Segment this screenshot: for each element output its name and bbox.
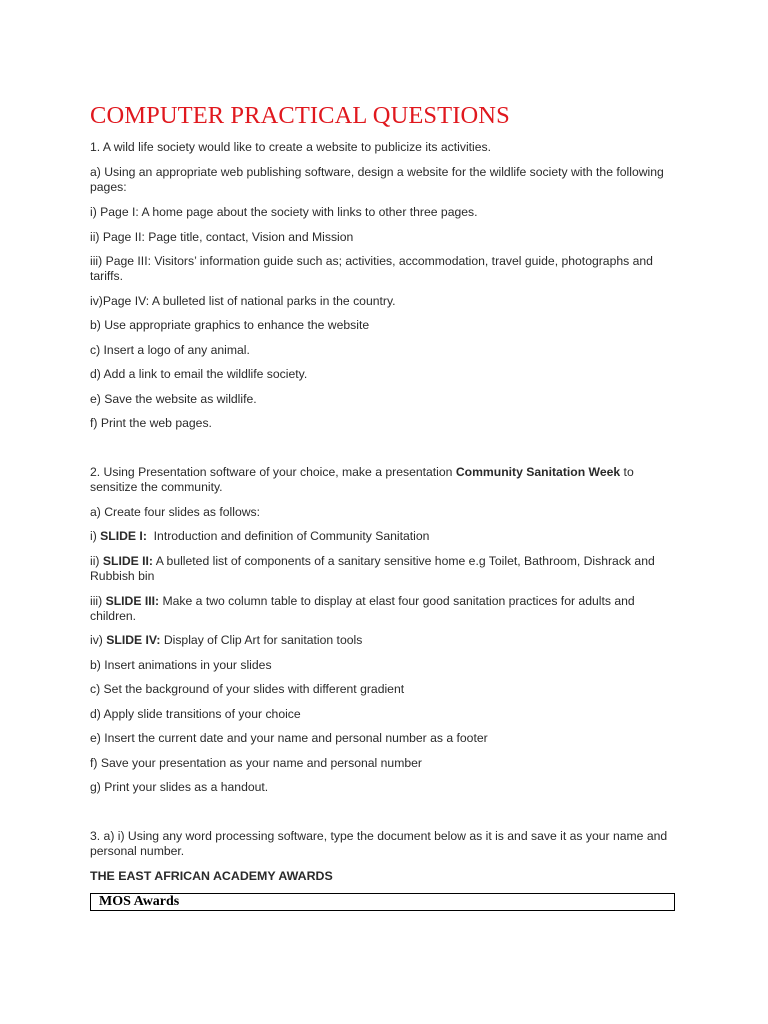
q2-slide-1-text: Introduction and definition of Community Sanitation <box>146 529 430 543</box>
q1-page-i: i) Page I: A home page about the society with links to other three pages. <box>90 205 478 219</box>
q1-part-a: a) Using an appropriate web publishing software, design a website for the wildlife society with the following pages: <box>90 165 664 194</box>
q2-slide-4-text: Display of Clip Art for sanitation tools <box>160 633 363 647</box>
mos-awards-table <box>90 893 675 911</box>
q2-part-g: g) Print your slides as a handout. <box>90 780 269 794</box>
q2-part-f: f) Save your presentation as your name and personal number <box>90 756 422 770</box>
q1-part-b: b) Use appropriate graphics to enhance the website <box>90 318 370 332</box>
q2-slide-3-label: SLIDE III: <box>105 594 160 608</box>
q2-intro <box>90 465 678 494</box>
q1-page-iii: iii) Page III: Visitors’ information guide such as; activities, accommodation, travel guide, photographs and tariffs. <box>90 254 653 283</box>
q2-slide-2 <box>90 554 678 583</box>
q2-slide-4-prefix: iv) <box>90 633 107 647</box>
q1-page-iv: iv)Page IV: A bulleted list of national parks in the country. <box>90 294 396 308</box>
q2-part-d: d) Apply slide transitions of your choice <box>90 707 301 721</box>
q2-slide-1 <box>90 529 678 544</box>
q2-slide-2-label: SLIDE II: <box>102 554 153 568</box>
q1-part-e: e) Save the website as wildlife. <box>90 392 257 406</box>
q2-part-b: b) Insert animations in your slides <box>90 658 272 672</box>
q3-document-heading: THE EAST AFRICAN ACADEMY AWARDS <box>90 869 333 883</box>
q2-slide-2-text: A bulleted list of components of a sanitary sensitive home e.g Toilet, Bathroom, Dishrack and Rubbish bin <box>90 554 655 583</box>
q2-slide-1-prefix: i) <box>90 529 101 543</box>
q2-intro-start: 2. Using Presentation software of your choice, make a presentation <box>90 465 456 479</box>
q1-part-d: d) Add a link to email the wildlife society. <box>90 367 308 381</box>
q2-intro-topic: Community Sanitation Week <box>455 465 621 479</box>
page-title: COMPUTER PRACTICAL QUESTIONS <box>90 102 510 129</box>
q2-part-a: a) Create four slides as follows: <box>90 505 261 519</box>
q2-slide-4 <box>90 633 678 648</box>
mos-awards-cell: MOS Awards <box>99 894 180 909</box>
q1-page-ii: ii) Page II: Page title, contact, Vision and Mission <box>90 230 354 244</box>
q2-intro-end: to sensitize the community. <box>90 465 634 494</box>
q2-slide-4-label: SLIDE IV: <box>106 633 161 647</box>
q1-intro: 1. A wild life society would like to create a website to publicize its activities. <box>90 140 492 154</box>
q2-part-c: c) Set the background of your slides with different gradient <box>90 682 405 696</box>
q2-slide-3-text: Make a two column table to display at elast four good sanitation practices for adults and children. <box>90 594 635 623</box>
q2-part-e: e) Insert the current date and your name and personal number as a footer <box>90 731 488 745</box>
q1-part-c: c) Insert a logo of any animal. <box>90 343 250 357</box>
q2-slide-1-label: SLIDE I: <box>100 529 147 543</box>
q2-slide-3-prefix: iii) <box>90 594 106 608</box>
q1-part-f: f) Print the web pages. <box>90 416 212 430</box>
q2-slide-3 <box>90 594 678 623</box>
q2-slide-2-prefix: ii) <box>90 554 103 568</box>
q3-intro: 3. a) i) Using any word processing software, type the document below as it is and save it as your name and personal number. <box>90 829 668 858</box>
